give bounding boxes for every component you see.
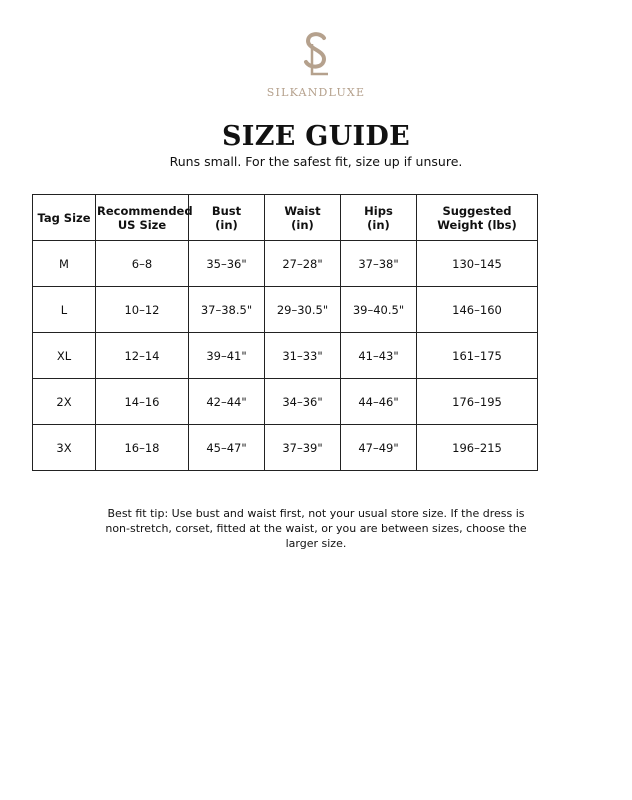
cell-us-size: 16–18 xyxy=(96,425,189,471)
cell-tag-size: 2X xyxy=(33,379,96,425)
table-header-row xyxy=(33,195,538,241)
header-bust-label: Bust (in) xyxy=(211,203,242,232)
page-title: SIZE GUIDE xyxy=(221,121,411,152)
cell-weight: 146–160 xyxy=(417,287,538,333)
cell-hips: 39–40.5" xyxy=(341,287,417,333)
cell-tag-size: 3X xyxy=(33,425,96,471)
header-bust xyxy=(189,195,265,241)
cell-waist: 29–30.5" xyxy=(265,287,341,333)
cell-weight: 130–145 xyxy=(417,241,538,287)
page-subtitle: Runs small. For the safest fit, size up if unsure. xyxy=(169,154,463,169)
header-weight-label: Suggested Weight (lbs) xyxy=(437,203,517,232)
brand-name: SILKANDLUXE xyxy=(266,86,366,99)
table-row xyxy=(33,425,538,471)
header-suggested-weight xyxy=(417,195,538,241)
cell-us-size: 14–16 xyxy=(96,379,189,425)
header-waist-label: Waist (in) xyxy=(284,203,321,232)
header-recommended-us-size xyxy=(96,195,193,241)
cell-hips: 47–49" xyxy=(341,425,417,471)
table-row xyxy=(33,287,538,333)
fit-tip: Best fit tip: Use bust and waist first, not your usual store size. If the dress is non-stretch, corset, fitted at the waist, or you are between sizes, choose the larger size. xyxy=(105,507,527,550)
cell-bust: 42–44" xyxy=(189,379,265,425)
header-tag-size: Tag Size xyxy=(33,195,96,241)
cell-tag-size: L xyxy=(33,287,96,333)
cell-weight: 196–215 xyxy=(417,425,538,471)
table-row xyxy=(33,241,538,287)
cell-bust: 37–38.5" xyxy=(189,287,265,333)
cell-bust: 45–47" xyxy=(189,425,265,471)
cell-us-size: 6–8 xyxy=(96,241,189,287)
header-hips-label: Hips (in) xyxy=(364,203,393,232)
cell-waist: 31–33" xyxy=(265,333,341,379)
cell-tag-size: XL xyxy=(33,333,96,379)
header-hips xyxy=(341,195,417,241)
cell-bust: 39–41" xyxy=(189,333,265,379)
cell-waist: 37–39" xyxy=(265,425,341,471)
cell-weight: 161–175 xyxy=(417,333,538,379)
cell-waist: 27–28" xyxy=(265,241,341,287)
cell-hips: 41–43" xyxy=(341,333,417,379)
brand-logo xyxy=(0,30,632,99)
cell-weight: 176–195 xyxy=(417,379,538,425)
cell-hips: 44–46" xyxy=(341,379,417,425)
cell-us-size: 12–14 xyxy=(96,333,189,379)
monogram-icon xyxy=(296,30,336,80)
cell-hips: 37–38" xyxy=(341,241,417,287)
cell-us-size: 10–12 xyxy=(96,287,189,333)
cell-waist: 34–36" xyxy=(265,379,341,425)
table-row xyxy=(33,333,538,379)
cell-tag-size: M xyxy=(33,241,96,287)
header-recommended-label: Recommended US Size xyxy=(97,203,193,232)
table-row xyxy=(33,379,538,425)
header-waist xyxy=(265,195,341,241)
size-table xyxy=(32,194,538,471)
cell-bust: 35–36" xyxy=(189,241,265,287)
